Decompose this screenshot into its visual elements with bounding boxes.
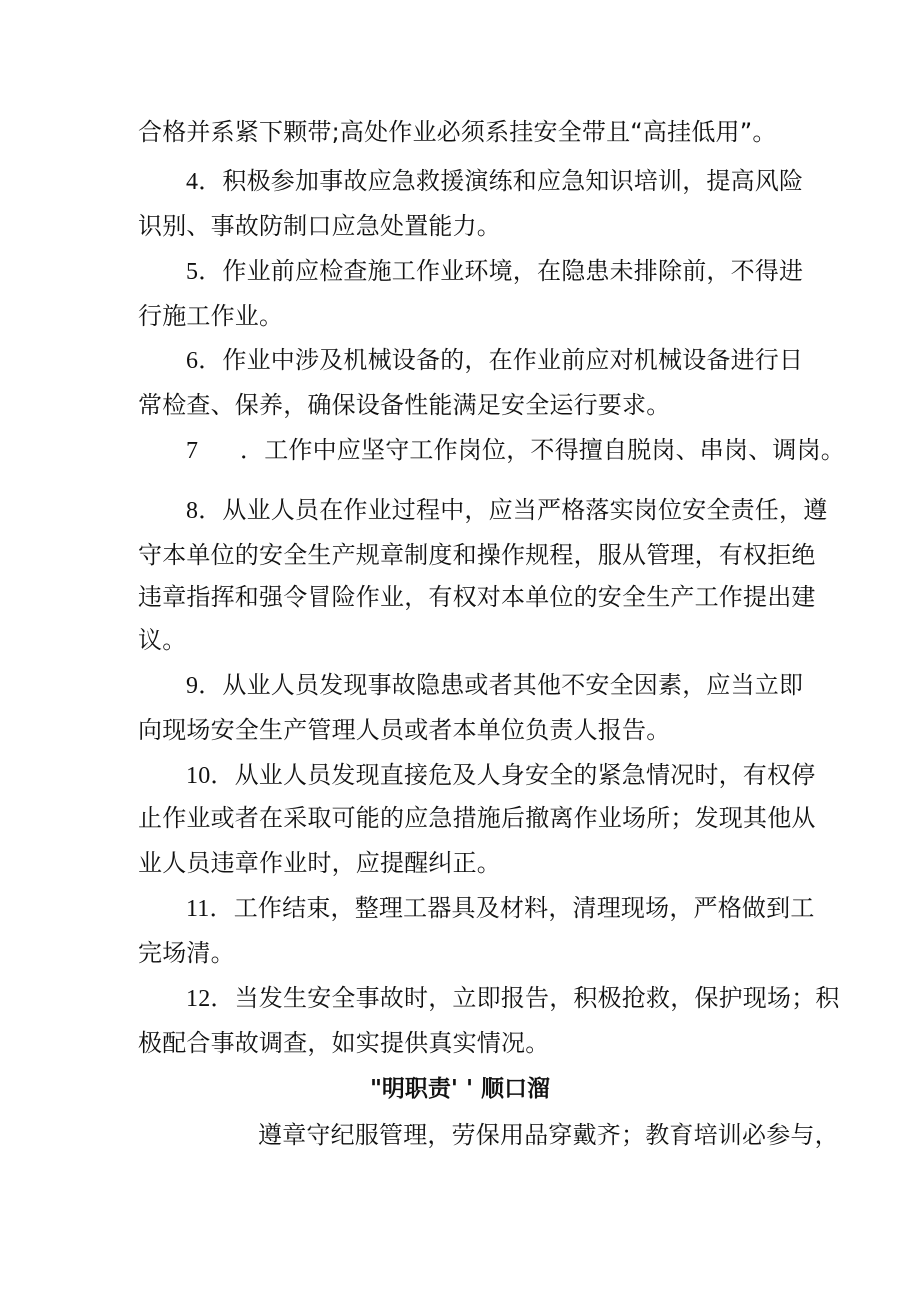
line-text: ．从业人员发现事故隐患或者其他不安全因素，应当立即 (198, 671, 804, 699)
paragraph-line (138, 117, 777, 147)
item-11-line-2 (138, 938, 235, 968)
item-12-line-1 (186, 983, 840, 1014)
line-text: 违章指挥和强令冒险作业，有权对本单位的安全生产工作提出建 (138, 583, 816, 611)
line-text: 极配合事故调查，如实提供真实情况。 (138, 1029, 550, 1057)
item-8-line-2 (138, 540, 816, 570)
item-10-line-2 (138, 803, 816, 833)
line-text: ．作业中涉及机械设备的，在作业前应对机械设备进行日 (198, 346, 804, 374)
item-number: 8 (186, 498, 199, 524)
line-text: ．作业前应检查施工作业环境，在隐患未排除前，不得进 (198, 257, 804, 285)
item-4-line-2 (138, 211, 501, 241)
line-text: 向现场安全生产管理人员或者本单位负责人报告。 (138, 716, 671, 744)
line-text: ．工作结束，整理工器具及材料，清理现场，严格做到工 (209, 894, 815, 922)
line-text: 业人员违章作业时，应提醒纠正。 (138, 849, 501, 877)
line-text: 守本单位的安全生产规章制度和操作规程，服从管理，有权拒绝 (138, 541, 816, 569)
item-8-line-4 (138, 625, 186, 655)
item-number: 7 (186, 438, 199, 464)
line-text: ．积极参加事故应急救援演练和应急知识培训，提高风险 (198, 167, 804, 195)
item-number: 11 (186, 896, 210, 922)
item-number: 4 (186, 169, 199, 195)
item-7-line-1 (186, 435, 845, 466)
item-11-line-1 (186, 893, 815, 924)
rhyme-line (258, 1120, 839, 1150)
item-number: 6 (186, 348, 199, 374)
item-5-line-2 (138, 301, 283, 331)
line-text: 止作业或者在采取可能的应急措施后撤离作业场所；发现其他从 (138, 804, 816, 832)
item-number: 12 (186, 986, 211, 1012)
line-text: 遵章守纪服管理，劳保用品穿戴齐；教育培训必参与， (258, 1121, 839, 1149)
item-12-line-2 (138, 1028, 549, 1058)
line-text: ．从业人员发现直接危及人身安全的紧急情况时，有权停 (210, 761, 816, 789)
line-text: ．当发生安全事故时，立即报告，积极抢救，保护现场；积 (210, 984, 840, 1012)
item-9-line-1 (186, 670, 803, 701)
item-9-line-2 (138, 715, 670, 745)
item-number: 9 (186, 673, 199, 699)
item-4-line-1 (186, 166, 803, 197)
item-8-line-3 (138, 582, 816, 612)
line-text: 完场清。 (138, 939, 235, 967)
item-number: 10 (186, 763, 211, 789)
line-text: ．工作中应坚守工作岗位，不得擅自脱岗、串岗、调岗。 (240, 436, 845, 464)
item-5-line-1 (186, 256, 803, 287)
line-text: 识别、事故防制口应急处置能力。 (138, 212, 501, 240)
item-6-line-1 (186, 345, 803, 376)
item-number: 5 (186, 259, 199, 285)
item-6-line-2 (138, 390, 670, 420)
item-10-line-3 (138, 848, 501, 878)
line-text: 合格并系紧下颗带;高处作业必须系挂安全带且“高挂低用”。 (138, 118, 777, 146)
line-text: 行施工作业。 (138, 302, 284, 330)
line-text: 议。 (138, 626, 187, 654)
line-text: ．从业人员在作业过程中，应当严格落实岗位安全责任，遵 (198, 496, 828, 524)
line-text: 常检查、保养，确保设备性能满足安全运行要求。 (138, 391, 671, 419)
item-8-line-1 (186, 495, 827, 526)
item-10-line-1 (186, 760, 815, 791)
section-title: "明职责' ' 顺口溜 (369, 1076, 551, 1102)
